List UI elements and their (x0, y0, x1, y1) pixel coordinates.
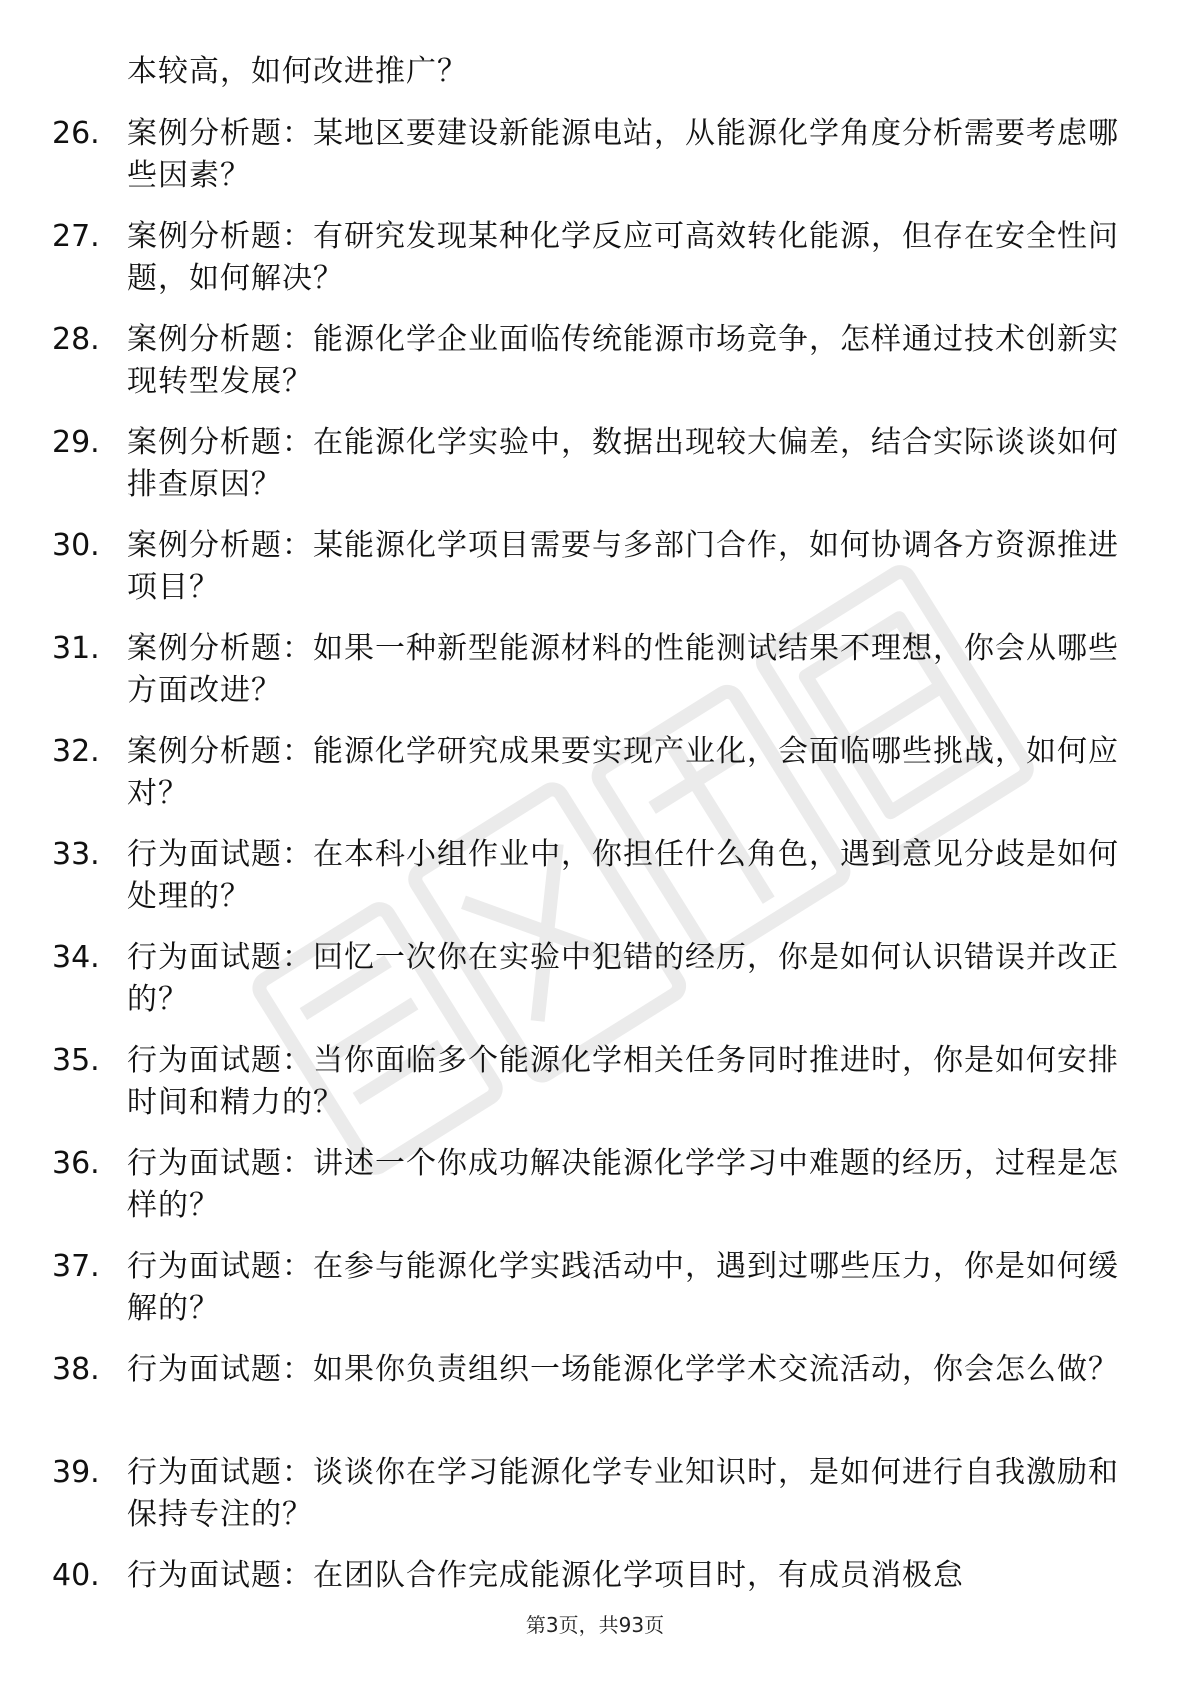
question-item (0, 316, 1190, 419)
question-text: 行为面试题：在参与能源化学实践活动中，遇到过哪些压力，你是如何缓解的？ (127, 1249, 1119, 1326)
question-text: 案例分析题：在能源化学实验中，数据出现较大偏差，结合实际谈谈如何排查原因？ (127, 425, 1119, 502)
question-number: 29. (52, 425, 100, 460)
question-item (0, 1346, 1190, 1449)
question-number: 27. (52, 219, 100, 254)
continuation-line: 本较高，如何改进推广？ (127, 54, 468, 89)
question-text: 案例分析题：能源化学企业面临传统能源市场竞争，怎样通过技术创新实现转型发展？ (127, 322, 1119, 399)
question-text: 行为面试题：回忆一次你在实验中犯错的经历，你是如何认识错误并改正的？ (127, 940, 1119, 1017)
question-item (0, 1552, 1190, 1655)
question-list (0, 110, 1190, 1655)
question-item (0, 625, 1190, 728)
question-number: 37. (52, 1249, 100, 1284)
question-text: 行为面试题：当你面临多个能源化学相关任务同时推进时，你是如何安排时间和精力的？ (127, 1043, 1119, 1120)
question-text: 案例分析题：如果一种新型能源材料的性能测试结果不理想，你会从哪些方面改进？ (127, 631, 1119, 708)
question-text: 行为面试题：如果你负责组织一场能源化学学术交流活动，你会怎么做？ (127, 1352, 1119, 1387)
question-text: 案例分析题：某地区要建设新能源电站，从能源化学角度分析需要考虑哪些因素？ (127, 116, 1119, 193)
question-item (0, 213, 1190, 316)
question-number: 40. (52, 1558, 100, 1593)
question-item (0, 522, 1190, 625)
question-number: 26. (52, 116, 100, 151)
question-item (0, 1243, 1190, 1346)
question-text: 行为面试题：讲述一个你成功解决能源化学学习中难题的经历，过程是怎样的？ (127, 1146, 1119, 1223)
question-text: 案例分析题：某能源化学项目需要与多部门合作，如何协调各方资源推进项目？ (127, 528, 1119, 605)
question-number: 30. (52, 528, 100, 563)
question-item (0, 1140, 1190, 1243)
question-item (0, 419, 1190, 522)
question-item (0, 1037, 1190, 1140)
question-number: 39. (52, 1455, 100, 1490)
question-item (0, 1449, 1190, 1552)
question-number: 36. (52, 1146, 100, 1181)
question-number: 32. (52, 734, 100, 769)
question-item (0, 831, 1190, 934)
question-item (0, 728, 1190, 831)
question-number: 34. (52, 940, 100, 975)
question-text: 案例分析题：有研究发现某种化学反应可高效转化能源，但存在安全性问题，如何解决？ (127, 219, 1119, 296)
page-footer: 第3页，共93页 (525, 1613, 665, 1637)
question-number: 31. (52, 631, 100, 666)
question-number: 35. (52, 1043, 100, 1078)
question-number: 38. (52, 1352, 100, 1387)
question-text: 行为面试题：在本科小组作业中，你担任什么角色，遇到意见分歧是如何处理的？ (127, 837, 1119, 914)
question-item (0, 934, 1190, 1037)
question-text: 案例分析题：能源化学研究成果要实现产业化，会面临哪些挑战，如何应对？ (127, 734, 1119, 811)
question-text: 行为面试题：谈谈你在学习能源化学专业知识时，是如何进行自我激励和保持专注的？ (127, 1455, 1119, 1532)
question-item (0, 110, 1190, 213)
question-number: 28. (52, 322, 100, 357)
question-number: 33. (52, 837, 100, 872)
question-text: 行为面试题：在团队合作完成能源化学项目时，有成员消极怠 (127, 1558, 964, 1593)
